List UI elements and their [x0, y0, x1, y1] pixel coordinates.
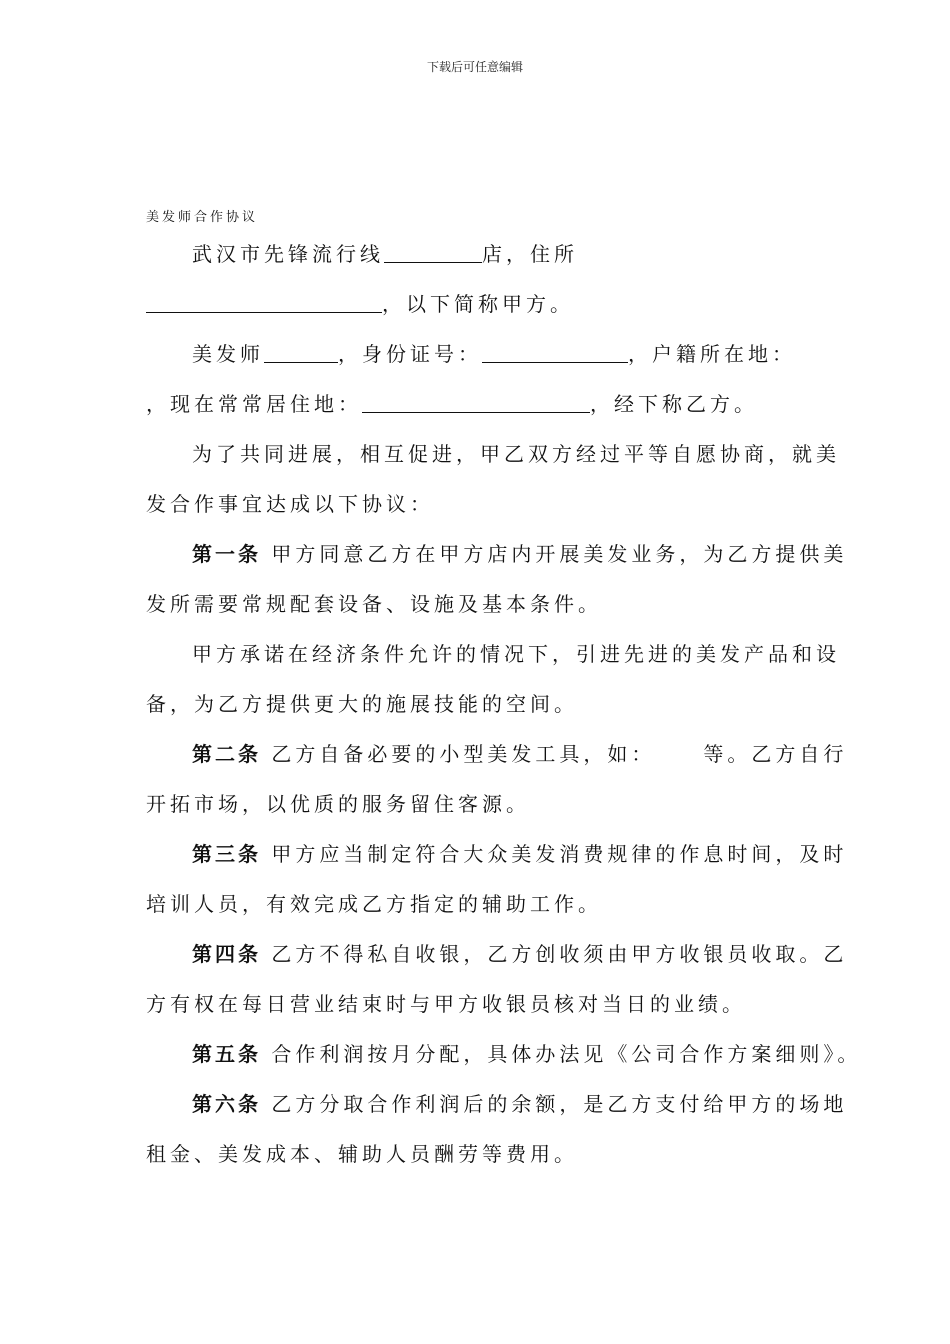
stylist-label: 美发师 [192, 342, 264, 366]
preamble-line-1: 为了共同进展，相互促进，甲乙双方经过平等自愿协商，就美 [192, 442, 840, 466]
article-1-line-2: 发所需要常规配套设备、设施及基本条件。 [146, 592, 602, 616]
party-b-line-2 [146, 390, 826, 418]
article-1-extra-line-1: 甲方承诺在经济条件允许的情况下，引进先进的美发产品和设 [192, 642, 840, 666]
store-name-blank[interactable] [384, 242, 482, 263]
article-1-label: 第一条 [192, 542, 261, 566]
id-number-label: ，身份证号： [338, 342, 482, 366]
article-4-text: 乙方不得私自收银，乙方创收须由甲方收银员收取。乙 [271, 942, 848, 966]
article-6-text: 乙方分取合作利润后的余额，是乙方支付给甲方的场地 [271, 1092, 848, 1116]
household-label: ，户籍所在地： [628, 342, 796, 366]
party-a-alias: ，以下简称甲方。 [382, 292, 574, 316]
article-1-extra-line-2: 备，为乙方提供更大的施展技能的空间。 [146, 692, 578, 716]
article-2-text-b: 等。乙方自行 [703, 742, 848, 766]
article-4-line-2: 方有权在每日营业结束时与甲方收银员核对当日的业绩。 [146, 992, 746, 1016]
article-6-line-1 [192, 1090, 872, 1118]
party-a-store-prefix: 武汉市先锋流行线 [192, 242, 384, 266]
stylist-name-blank[interactable] [264, 342, 338, 363]
address-blank[interactable] [146, 292, 382, 313]
article-1-line-1 [192, 540, 872, 568]
residence-blank[interactable] [362, 392, 590, 413]
article-2-line-2: 开拓市场，以优质的服务留住客源。 [146, 792, 530, 816]
article-2-label: 第二条 [192, 742, 261, 766]
article-2-line-1 [192, 740, 872, 768]
article-3-text: 甲方应当制定符合大众美发消费规律的作息时间，及时 [271, 842, 848, 866]
page-header: 下载后可任意编辑 [426, 60, 523, 74]
residence-label: ，现在常常居住地： [146, 392, 362, 416]
article-3-label: 第三条 [192, 842, 261, 866]
article-4-label: 第四条 [192, 942, 261, 966]
party-a-line-1 [192, 240, 872, 268]
document-title: 美发师合作协议 [146, 210, 259, 225]
article-6-line-2: 租金、美发成本、辅助人员酬劳等费用。 [146, 1142, 578, 1166]
preamble-line-2: 发合作事宜达成以下协议： [146, 492, 434, 516]
party-b-alias: ，经下称乙方。 [590, 392, 758, 416]
article-1-text: 甲方同意乙方在甲方店内开展美发业务，为乙方提供美 [271, 542, 848, 566]
id-number-blank[interactable] [482, 342, 628, 363]
article-4-line-1 [192, 940, 872, 968]
article-3-line-2: 培训人员，有效完成乙方指定的辅助工作。 [146, 892, 602, 916]
article-5-text: 合作利润按月分配，具体办法见《公司合作方案细则》。 [271, 1042, 862, 1066]
article-3-line-1 [192, 840, 872, 868]
party-b-line-1 [192, 340, 872, 368]
party-a-line-2 [146, 290, 826, 318]
article-5-line-1 [192, 1040, 872, 1068]
article-2-text-a: 乙方自备必要的小型美发工具，如： [271, 742, 656, 766]
article-5-label: 第五条 [192, 1042, 261, 1066]
party-a-address-label: 店，住所 [482, 242, 578, 266]
article-6-label: 第六条 [192, 1092, 261, 1116]
